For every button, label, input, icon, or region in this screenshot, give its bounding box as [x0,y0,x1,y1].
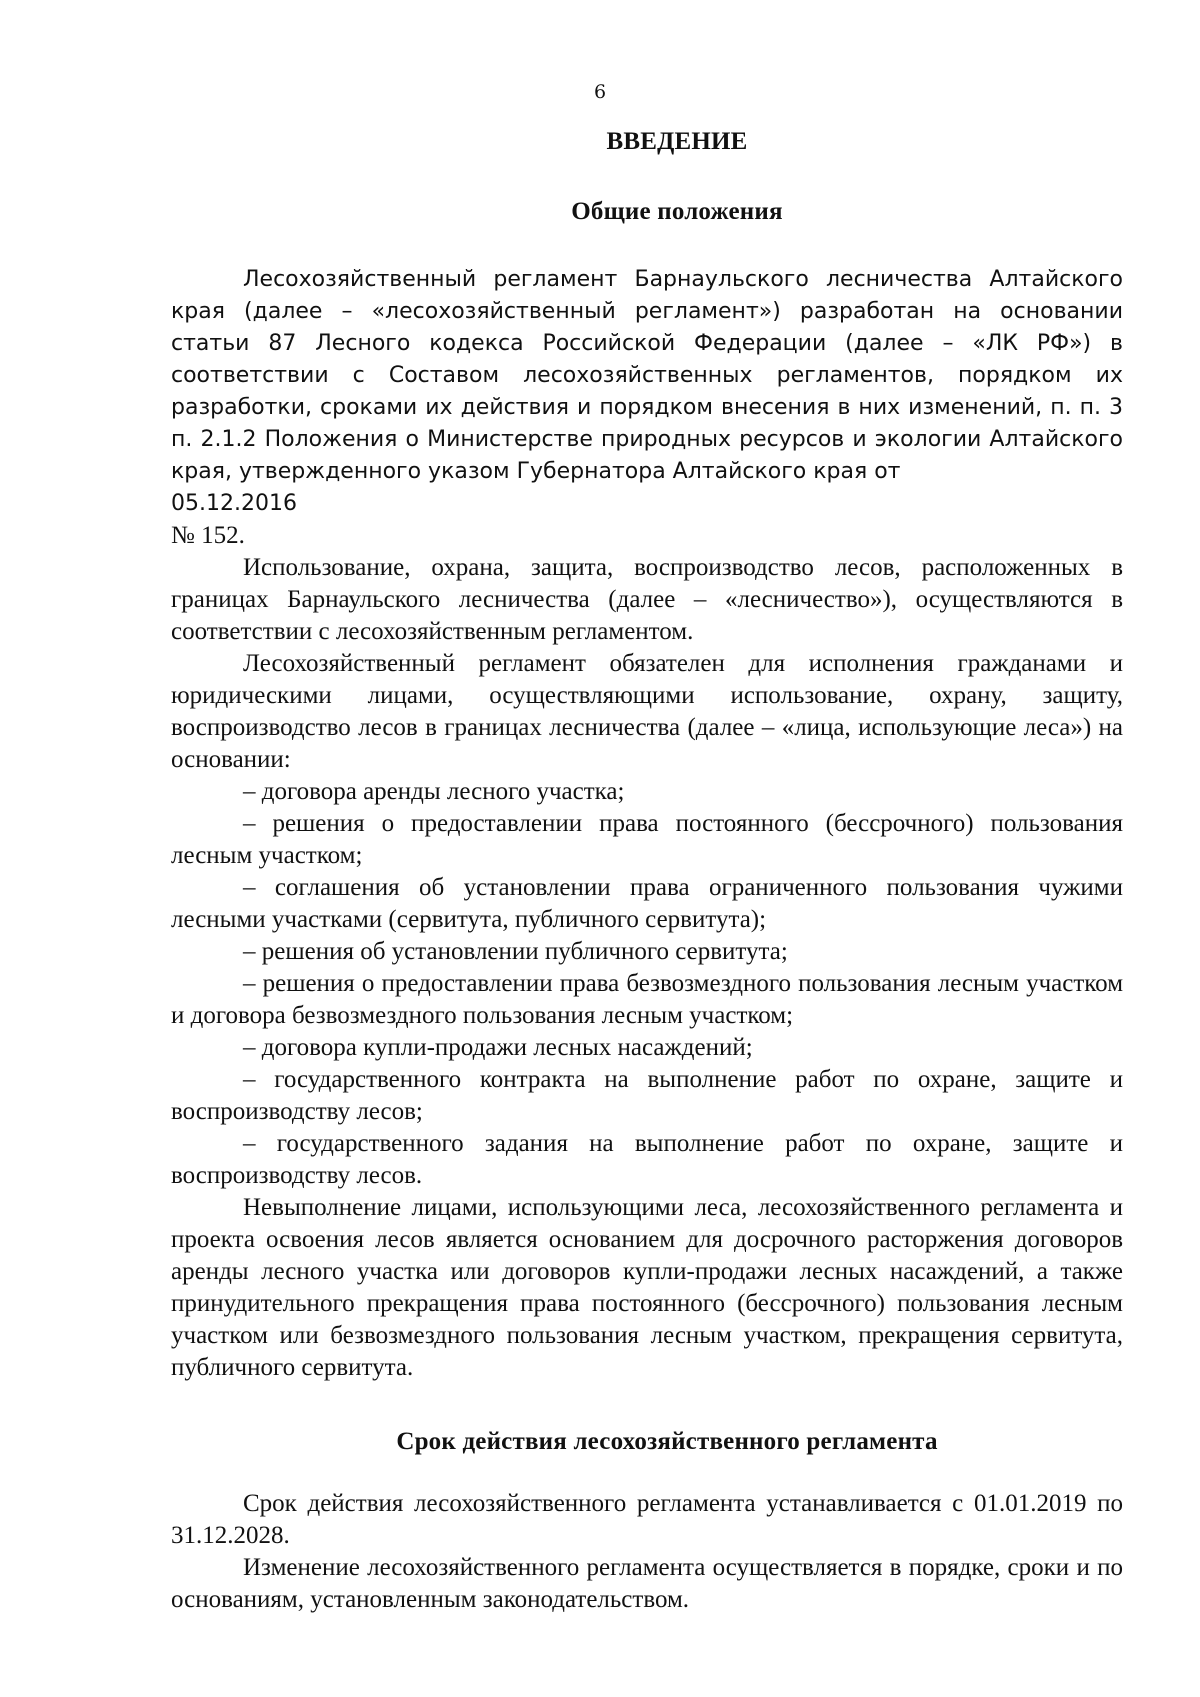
section-general-body [171,264,1123,1384]
document-content [171,126,1123,1616]
list-dash: – [243,1034,256,1061]
list-item-text: соглашения об установлении права ограниченного пользования чужими лесными участками (сервитута, публичного сервитута); [171,874,1123,933]
paragraph-noncompliance: Невыполнение лицами, использующими леса, лесохозяйственного регламента и проекта освоения лесов является основанием для досрочного расторжения договоров аренды лесного участка или договоров купли-продажи лесных насаждений, а также принудительного прекращения права постоянного (бессрочного) пользования лесным участком или безвозмездного пользования лесным участком, прекращения сервитута, публичного сервитута. [171,1194,1123,1381]
list-item [171,872,1123,936]
section-heading-validity: Срок действия лесохозяйственного регламента [396,1428,938,1455]
paragraph-amendment: Изменение лесохозяйственного регламента осуществляется в порядке, сроки и по основаниям, установленным законодательством. [171,1554,1123,1613]
list-item-text: решения об установлении публичного сервитута; [261,938,788,965]
list-item-text: государственного контракта на выполнение работ по охране, защите и воспроизводству лесов; [171,1066,1123,1125]
list-item-text: решения о предоставлении права постоянного (бессрочного) пользования лесным участком; [171,810,1123,869]
intro-paragraph: Лесохозяйственный регламент Барнаульского лесничества Алтайского края (далее – «лесохозяйственный регламент») разработан на основании статьи 87 Лесного кодекса Российской Федерации (далее – «ЛК РФ») в соответствии с Составом лесохозяйственных регламентов, порядком их разработки, сроками их действия и порядком внесения в них изменений, п. п. 3 п. 2.1.2 Положения о Министерстве природных ресурсов и экологии Алтайского края, утвержденного указом Губернатора Алтайского края от [171,267,1123,484]
list-item [171,808,1123,872]
list-dash: – [243,1066,256,1093]
list-item [171,1064,1123,1128]
basis-list [171,776,1123,1192]
list-dash: – [243,970,256,997]
list-dash: – [243,938,256,965]
list-item [171,968,1123,1032]
paragraph-obligation: Лесохозяйственный регламент обязателен для исполнения гражданами и юридическими лицами, осуществляющими использование, охрану, защиту, воспроизводство лесов в границах лесничества (далее – «лица, использующие леса») на основании: [171,650,1123,773]
intro-date: 05.12.2016 [171,491,297,516]
list-item [171,1128,1123,1192]
list-dash: – [243,1130,256,1157]
section-validity-body [171,1488,1123,1616]
list-item-text: решения о предоставлении права безвозмездного пользования лесным участком и договора безвозмездного пользования лесным участком; [171,970,1124,1029]
intro-number: № 152. [171,522,245,549]
list-item [171,776,1123,808]
document-title: ВВЕДЕНИЕ [606,128,748,155]
list-dash: – [243,874,256,901]
list-dash: – [243,778,256,805]
list-item-text: договора аренды лесного участка; [261,778,625,805]
list-item [171,1032,1123,1064]
paragraph-validity-period: Срок действия лесохозяйственного регламента устанавливается с 01.01.2019 по 31.12.2028. [171,1490,1123,1549]
list-item [171,936,1123,968]
section-heading-general: Общие положения [571,198,783,225]
list-item-text: договора купли-продажи лесных насаждений; [261,1034,753,1061]
paragraph-use-of-forests: Использование, охрана, защита, воспроизводство лесов, расположенных в границах Барнаульского лесничества (далее – «лесничество»), осуществляются в соответствии с лесохозяйственным регламентом. [171,554,1123,645]
page-number: 6 [593,81,607,103]
list-item-text: государственного задания на выполнение работ по охране, защите и воспроизводству лесов. [171,1130,1123,1189]
list-dash: – [243,810,256,837]
